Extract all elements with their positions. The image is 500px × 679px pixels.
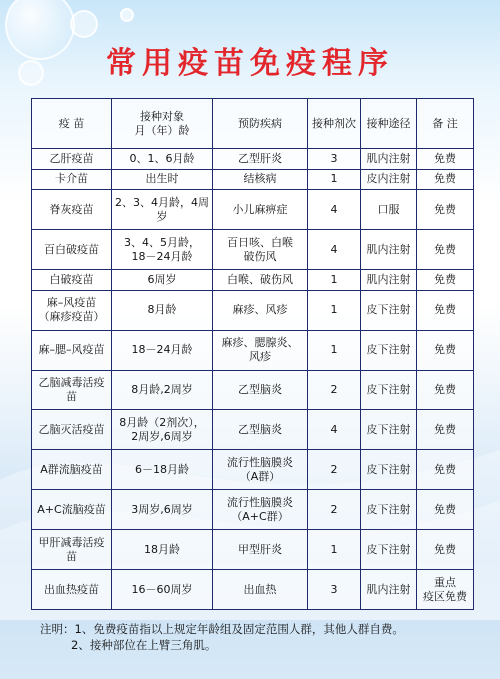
cell-disease: [213, 410, 308, 450]
cell-vaccine-line: （麻疹疫苗）: [38, 310, 105, 324]
cell-disease-line: 甲型肝炎: [238, 542, 282, 556]
cell-age-line: 3、4、5月龄，: [124, 235, 200, 249]
cell-age: [112, 330, 213, 370]
cell-remark: [417, 490, 474, 530]
cell-age-line: 出生时: [145, 172, 179, 186]
cell-disease: [213, 450, 308, 490]
cell-vaccine: [32, 169, 112, 190]
cell-disease-line: 出血热: [243, 582, 277, 596]
cell-route: 皮下注射: [361, 530, 417, 570]
cell-remark-line: 疫区免费: [423, 589, 467, 603]
cell-disease-line: 结核病: [243, 172, 277, 186]
cell-age: [112, 410, 213, 450]
cell-disease-line: 小儿麻痹症: [232, 202, 288, 216]
cell-vaccine: [32, 530, 112, 570]
page-title: 常用疫苗免疫程序: [106, 46, 394, 81]
cell-age: [112, 270, 213, 291]
cell-disease-line: （A+C群）: [231, 509, 289, 523]
cell-disease-line: 乙型脑炎: [238, 383, 282, 396]
cell-doses: 3: [308, 570, 361, 610]
cell-vaccine-line: 出血热疫苗: [44, 582, 99, 596]
cell-route: 肌内注射: [361, 149, 417, 170]
cell-vaccine: [32, 290, 112, 330]
cell-disease: [213, 230, 308, 270]
header-vaccine: 疫 苗: [32, 99, 112, 149]
cell-vaccine: [32, 570, 112, 610]
cell-disease: [213, 270, 308, 291]
cell-vaccine-line: 卡介苗: [55, 172, 88, 186]
cell-remark: [417, 370, 474, 410]
decorative-bubble: [120, 8, 134, 22]
cell-route: 皮下注射: [361, 330, 417, 370]
table-row: [32, 490, 474, 530]
cell-doses: 4: [308, 230, 361, 270]
cell-vaccine: [32, 270, 112, 291]
cell-disease-line: 乙型脑炎: [238, 422, 282, 436]
cell-remark: [417, 149, 474, 170]
cell-remark-line: 免费: [434, 151, 456, 165]
cell-vaccine: [32, 330, 112, 370]
cell-disease-line: 流行性脑膜炎: [227, 455, 293, 469]
note-line-2: 2、接种部位在上臂三角肌。: [71, 638, 217, 652]
cell-doses: 1: [308, 530, 361, 570]
table-row: [32, 330, 474, 370]
cell-disease-line: 百日咳、白喉: [227, 235, 293, 249]
cell-doses: 1: [308, 169, 361, 190]
cell-doses: 1: [308, 290, 361, 330]
table-row: [32, 149, 474, 170]
cell-route: 肌内注射: [361, 230, 417, 270]
cell-remark-line: 免费: [434, 272, 456, 286]
cell-disease-line: 风疹: [249, 350, 271, 364]
header-target-age: [112, 99, 213, 149]
table-row: [32, 169, 474, 190]
cell-route: 口服: [361, 190, 417, 230]
cell-remark-line: 免费: [434, 202, 456, 216]
cell-doses: 2: [308, 370, 361, 410]
cell-disease: [213, 190, 308, 230]
cell-remark-line: 免费: [434, 303, 456, 317]
header-doses: 接种剂次: [308, 99, 361, 149]
cell-remark: [417, 530, 474, 570]
cell-disease: [213, 149, 308, 170]
cell-remark-line: 免费: [434, 242, 456, 256]
cell-route: 肌内注射: [361, 570, 417, 610]
cell-age: [112, 370, 213, 410]
vaccine-schedule-table: [31, 98, 474, 610]
cell-remark: [417, 450, 474, 490]
cell-route: 皮下注射: [361, 490, 417, 530]
cell-route: 肌内注射: [361, 270, 417, 291]
cell-remark-line: 免费: [434, 422, 456, 436]
cell-age-line: 8月龄,2周岁: [131, 383, 193, 396]
cell-age: [112, 169, 213, 190]
cell-disease-line: 麻疹、腮腺炎、: [221, 336, 299, 350]
header-route: 接种途径: [361, 99, 417, 149]
cell-age-line: 18－24月龄: [131, 249, 193, 263]
cell-disease: [213, 570, 308, 610]
cell-remark-line: 免费: [434, 383, 456, 396]
cell-age: [112, 149, 213, 170]
notes: [40, 621, 480, 653]
cell-disease-line: 流行性脑膜炎: [227, 495, 293, 509]
cell-vaccine-line: 脊灰疫苗: [49, 202, 94, 216]
cell-route: 皮下注射: [361, 290, 417, 330]
cell-vaccine-line: 麻–风疫苗: [46, 296, 97, 310]
cell-age: [112, 450, 213, 490]
cell-remark: [417, 570, 474, 610]
cell-vaccine-line: 甲肝减毒活疫苗: [38, 535, 105, 563]
table-row: [32, 370, 474, 410]
cell-age-line: 16－60周岁: [131, 582, 193, 596]
note-line-1: 注明：1、免费疫苗指以上规定年龄组及固定范围人群，其他人群自费。: [40, 622, 404, 636]
cell-route: 皮内注射: [361, 169, 417, 190]
cell-disease: [213, 530, 308, 570]
cell-age-line: 8月龄（2剂次），: [119, 415, 205, 429]
cell-vaccine-line: 乙脑减毒活疫苗: [38, 376, 105, 403]
cell-vaccine-line: 百白破疫苗: [44, 242, 99, 256]
cell-disease: [213, 370, 308, 410]
cell-age-line: 2周岁,6周岁: [131, 429, 193, 443]
header-target-age-line1: 接种对象: [140, 109, 184, 123]
cell-age-line: 3周岁,6周岁: [131, 502, 193, 516]
cell-disease: [213, 490, 308, 530]
cell-doses: 1: [308, 330, 361, 370]
cell-vaccine-line: 麻–腮–风疫苗: [38, 343, 105, 357]
cell-disease-line: 麻疹、风疹: [232, 303, 288, 317]
cell-vaccine-line: 乙脑灭活疫苗: [38, 422, 105, 436]
cell-age-line: 6周岁: [147, 272, 177, 286]
cell-vaccine: [32, 190, 112, 230]
cell-doses: 3: [308, 149, 361, 170]
cell-remark-line: 免费: [434, 462, 456, 476]
cell-age-line: 18月龄: [144, 542, 180, 556]
cell-disease-line: 白喉、破伤风: [227, 272, 293, 286]
cell-age: [112, 490, 213, 530]
table-header-row: [32, 99, 474, 149]
cell-remark-line: 免费: [434, 502, 456, 516]
cell-vaccine-line: 乙肝疫苗: [49, 151, 94, 165]
cell-remark: [417, 410, 474, 450]
cell-age: [112, 190, 213, 230]
cell-doses: 2: [308, 490, 361, 530]
cell-route: 皮下注射: [361, 370, 417, 410]
cell-vaccine: [32, 149, 112, 170]
cell-age: [112, 530, 213, 570]
table-row: [32, 450, 474, 490]
cell-age-line: 0、1、6月龄: [129, 151, 195, 165]
cell-remark: [417, 190, 474, 230]
cell-doses: 2: [308, 450, 361, 490]
table-row: [32, 410, 474, 450]
cell-remark-line: 免费: [434, 343, 456, 357]
cell-disease-line: 破伤风: [243, 249, 277, 263]
cell-remark-line: 重点: [434, 575, 456, 589]
header-disease: 预防疾病: [213, 99, 308, 149]
table-row: [32, 570, 474, 610]
cell-age: [112, 230, 213, 270]
cell-age-line: 6－18月龄: [135, 462, 189, 476]
cell-disease-line: 乙型肝炎: [238, 151, 282, 165]
table-row: [32, 230, 474, 270]
cell-remark: [417, 230, 474, 270]
cell-age-line: 2、3、4月龄，4周岁: [115, 195, 209, 223]
table-row: [32, 190, 474, 230]
header-remark: 备 注: [417, 99, 474, 149]
cell-disease: [213, 290, 308, 330]
cell-disease: [213, 330, 308, 370]
cell-doses: 1: [308, 270, 361, 291]
cell-route: 皮下注射: [361, 410, 417, 450]
decorative-bubble: [70, 10, 98, 38]
table-row: [32, 290, 474, 330]
cell-vaccine-line: A+C流脑疫苗: [37, 502, 106, 516]
cell-vaccine: [32, 370, 112, 410]
cell-remark: [417, 330, 474, 370]
cell-doses: 4: [308, 410, 361, 450]
cell-age-line: 18－24月龄: [131, 343, 193, 357]
header-target-age-line2: 月（年）龄: [134, 123, 190, 137]
table-row: [32, 530, 474, 570]
cell-remark-line: 免费: [434, 172, 456, 186]
cell-age: [112, 290, 213, 330]
cell-disease: [213, 169, 308, 190]
cell-vaccine-line: A群流脑疫苗: [40, 462, 103, 476]
cell-vaccine: [32, 230, 112, 270]
cell-vaccine-line: 白破疫苗: [49, 272, 94, 286]
cell-remark: [417, 290, 474, 330]
cell-remark: [417, 169, 474, 190]
cell-doses: 4: [308, 190, 361, 230]
cell-vaccine: [32, 450, 112, 490]
cell-route: 皮下注射: [361, 450, 417, 490]
cell-remark-line: 免费: [434, 542, 456, 556]
cell-disease-line: （A群）: [239, 469, 281, 483]
table-row: [32, 270, 474, 291]
cell-age-line: 8月龄: [147, 303, 177, 317]
cell-vaccine: [32, 490, 112, 530]
cell-remark: [417, 270, 474, 291]
cell-vaccine: [32, 410, 112, 450]
cell-age: [112, 570, 213, 610]
